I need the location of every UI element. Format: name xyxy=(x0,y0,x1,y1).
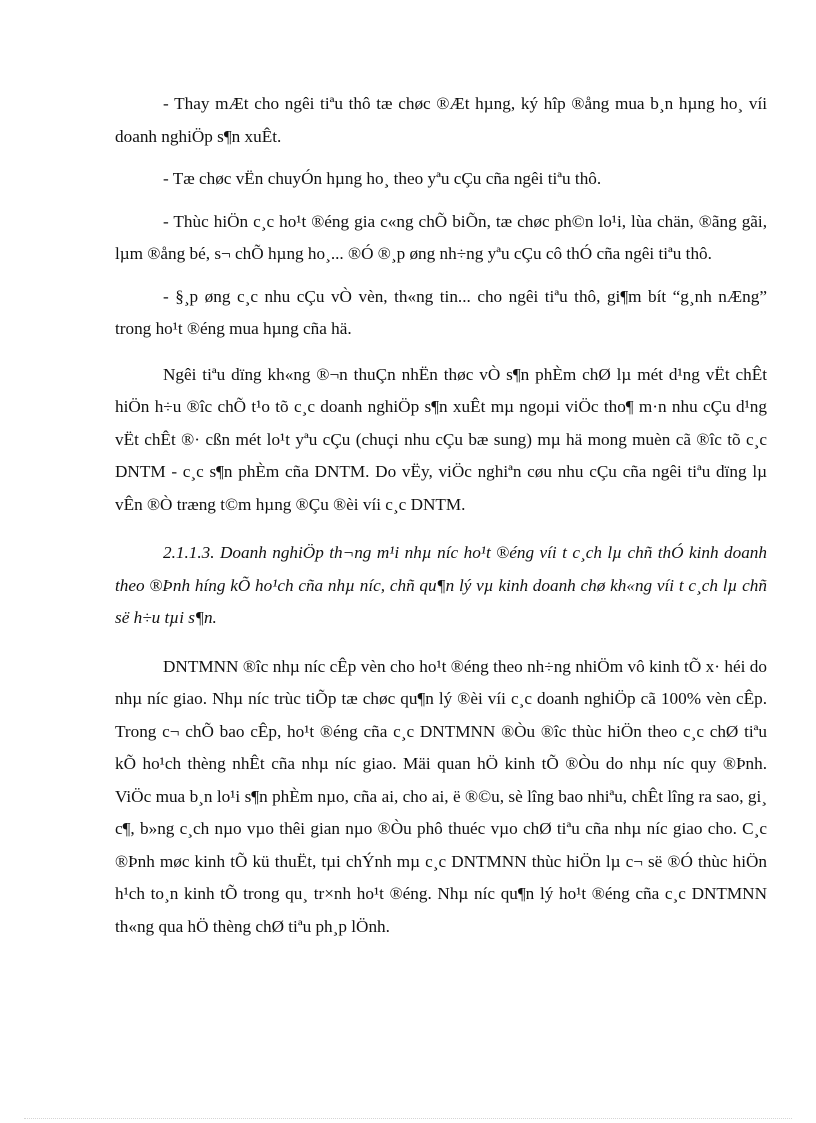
section-heading-2-1-1-3: 2.1.1.3. Doanh nghiÖp th¬ng m¹i nhµ níc ho¹t ®éng víi t c¸ch lµ chñ thÓ kinh doanh theo ®Þnh híng kÕ ho¹ch cña nhµ níc, chñ qu¶n lý vµ kinh doanh chø kh«ng víi t c¸ch lµ chñ së h÷u tµi s¶n. xyxy=(115,543,767,627)
page-bottom-divider xyxy=(24,1118,792,1119)
paragraph-dntmnn: DNTMNN ®îc nhµ níc cÊp vèn cho ho¹t ®éng theo nh÷ng nhiÖm vô kinh tÕ x· héi do nhµ níc giao. Nhµ níc trùc tiÕp tæ chøc qu¶n lý ®èi víi c¸c doanh nghiÖp cã 100% vèn cÊp. Trong c¬ chÕ bao cÊp, ho¹t ®éng cña c¸c DNTMNN ®Òu ®îc thùc hiÖn theo c¸c chØ tiªu kÕ ho¹ch thèng nhÊt cña nhµ níc giao. Mäi quan hÖ kinh tÕ ®Òu do nhµ níc quy ®Þnh. ViÖc mua b¸n lo¹i s¶n phÈm nµo, cña ai, cho ai, ë ®©u, sè lîng bao nhiªu, chÊt lîng ra sao, gi¸ c¶, b»ng c¸ch nµo vµo thêi gian nµo ®Òu phô thuéc vµo chØ tiªu cña nhµ níc giao cho. C¸c ®Þnh møc kinh tÕ kü thuËt, tµi chÝnh mµ c¸c DNTMNN thùc hiÖn lµ c¬ së ®Ó thùc hiÖn h¹ch to¸n kinh tÕ trong qu¸ tr×nh ho¹t ®éng. Nhµ níc qu¶n lý ho¹t ®éng cña c¸c DNTMNN th«ng qua hÖ thèng chØ tiªu ph¸p lÖnh. xyxy=(115,656,767,936)
paragraph-order-on-behalf: - Thay mÆt cho ngêi tiªu thô tæ chøc ®Æt hµng, ký hîp ®ång mua b¸n hµng ho¸ víi doanh nghiÖp s¶n xuÊt. xyxy=(115,94,767,146)
document-body xyxy=(115,88,767,943)
paragraph-processing: - Thùc hiÖn c¸c ho¹t ®éng gia c«ng chÕ biÕn, tæ chøc ph©n lo¹i, lùa chän, ®ãng gãi, lµm ®ång bé, s¬ chÕ hµng ho¸... ®Ó ®¸p øng nh÷ng yªu cÇu cô thÓ cña ngêi tiªu thô. xyxy=(115,211,767,263)
paragraph-consumer-needs: Ngêi tiªu dïng kh«ng ®¬n thuÇn nhËn thøc vÒ s¶n phÈm chØ lµ mét d¹ng vËt chÊt hiÖn h÷u ®îc chÕ t¹o tõ c¸c doanh nghiÖp s¶n xuÊt mµ ngoµi viÖc tho¶ m·n nhu cÇu d¹ng vËt chÊt ®· cßn mét lo¹t yªu cÇu (chuçi nhu cÇu bæ sung) mµ hä mong muèn cã ®îc tõ c¸c DNTM - c¸c s¶n phÈm cña DNTM. Do vËy, viÖc nghiªn cøu nhu cÇu cña ngêi tiªu dïng lµ vÊn ®Ò træng t©m hµng ®Çu ®èi víi c¸c DNTM. xyxy=(115,364,767,514)
paragraph-capital-information: - §¸p øng c¸c nhu cÇu vÒ vèn, th«ng tin... cho ngêi tiªu thô, gi¶m bít “g¸nh nÆng” trong ho¹t ®éng mua hµng cña hä. xyxy=(115,286,767,338)
paragraph-transport: - Tæ chøc vËn chuyÓn hµng ho¸ theo yªu cÇu cña ngêi tiªu thô. xyxy=(163,169,602,188)
